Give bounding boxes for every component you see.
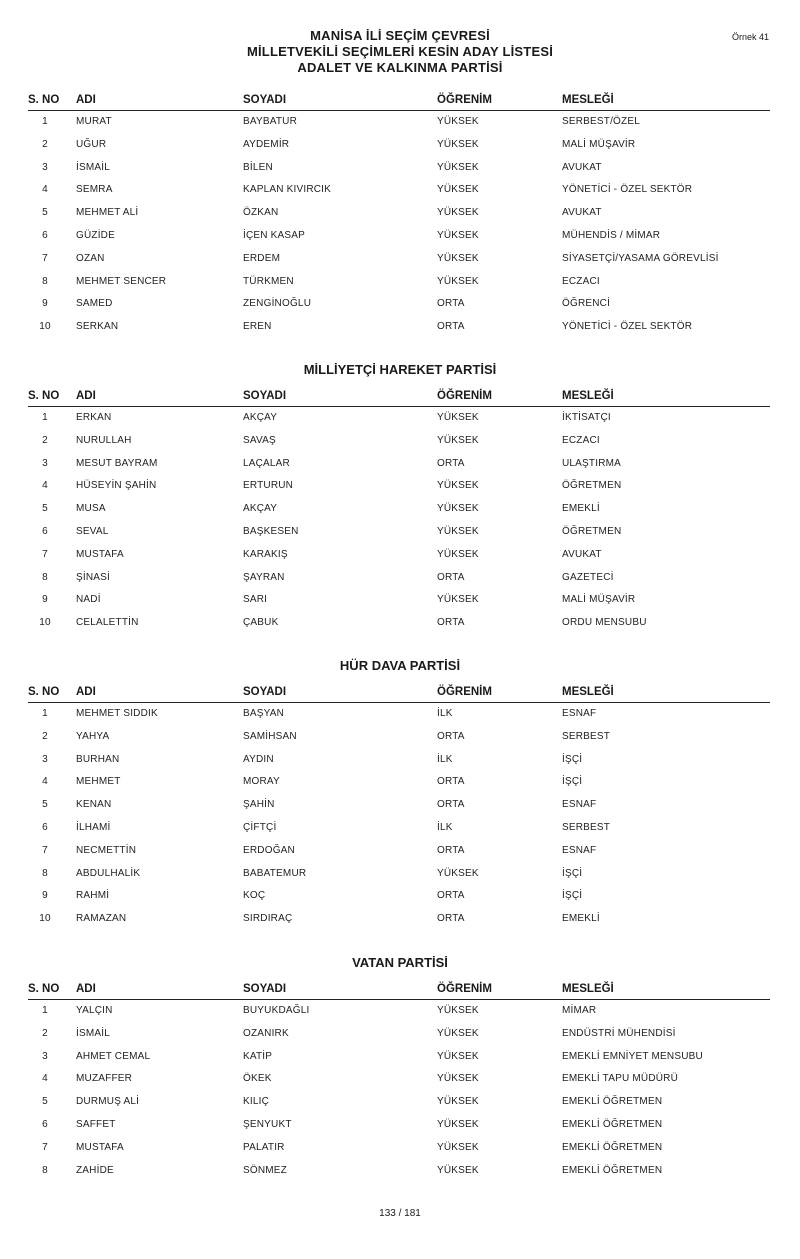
cell-sno: 5 xyxy=(42,207,48,219)
cell-ogrenim: YÜKSEK xyxy=(437,480,479,492)
cell-soyadi: AKÇAY xyxy=(243,412,278,423)
table-row xyxy=(28,321,770,341)
table-row xyxy=(28,1028,770,1048)
cell-ogrenim: YÜKSEK xyxy=(437,548,479,560)
cell-soyadi: AYDEMİR xyxy=(243,138,290,150)
cell-sno: 2 xyxy=(42,138,48,150)
table-row xyxy=(28,1142,770,1162)
cell-sno: 8 xyxy=(42,1164,48,1176)
cell-adi: HÜSEYİN ŞAHİN xyxy=(76,480,157,492)
table-row xyxy=(28,298,770,318)
cell-soyadi: ŞENYUKT xyxy=(243,1119,292,1130)
cell-sno: 8 xyxy=(42,275,48,287)
cell-sno: 5 xyxy=(42,503,48,515)
cell-sno: 1 xyxy=(42,412,48,423)
table-row xyxy=(28,549,770,569)
cell-soyadi: TÜRKMEN xyxy=(243,275,294,287)
cell-meslegi: EMEKLİ EMNİYET MENSUBU xyxy=(562,1050,703,1062)
table-row xyxy=(28,458,770,478)
cell-ogrenim: ORTA xyxy=(437,913,465,925)
header-sno: S. NO xyxy=(28,686,60,698)
cell-ogrenim: İLK xyxy=(437,708,453,719)
cell-sno: 1 xyxy=(42,116,48,127)
cell-ogrenim: YÜKSEK xyxy=(437,1050,479,1062)
cell-ogrenim: YÜKSEK xyxy=(437,138,479,150)
table-row xyxy=(28,822,770,842)
title-line-1: MANİSA İLİ SEÇİM ÇEVRESİ xyxy=(310,28,490,43)
cell-soyadi: BUYUKDAĞLI xyxy=(243,1005,310,1016)
cell-meslegi: EMEKLİ ÖĞRETMEN xyxy=(562,1096,663,1108)
cell-adi: GÜZİDE xyxy=(76,230,115,241)
header-sno: S. NO xyxy=(28,983,60,995)
cell-sno: 6 xyxy=(42,822,48,833)
cell-meslegi: EMEKLİ xyxy=(562,503,600,515)
cell-adi: BURHAN xyxy=(76,753,120,765)
cell-sno: 10 xyxy=(39,913,51,925)
annex-label: Örnek 41 xyxy=(732,32,770,42)
table-row xyxy=(28,1119,770,1139)
cell-ogrenim: ORTA xyxy=(437,844,465,856)
table-row xyxy=(28,594,770,614)
cell-sno: 6 xyxy=(42,230,48,241)
table-row xyxy=(28,845,770,865)
table-row xyxy=(28,572,770,592)
table-row xyxy=(28,435,770,455)
table-row xyxy=(28,1051,770,1071)
cell-soyadi: ZENGİNOĞLU xyxy=(243,298,312,310)
cell-ogrenim: ORTA xyxy=(437,799,465,811)
table-row xyxy=(28,868,770,888)
cell-sno: 3 xyxy=(42,457,48,469)
cell-sno: 10 xyxy=(39,617,51,629)
header-ogrenim: ÖĞRENİM xyxy=(437,94,492,106)
cell-meslegi: ULAŞTIRMA xyxy=(562,457,622,469)
cell-ogrenim: ORTA xyxy=(437,298,465,310)
cell-sno: 3 xyxy=(42,753,48,765)
cell-ogrenim: ORTA xyxy=(437,776,465,788)
cell-adi: MUZAFFER xyxy=(76,1073,133,1085)
cell-ogrenim: ORTA xyxy=(437,617,465,629)
cell-meslegi: ECZACI xyxy=(562,434,600,446)
cell-adi: NURULLAH xyxy=(76,434,132,446)
cell-sno: 7 xyxy=(42,844,48,856)
cell-soyadi: PALATIR xyxy=(243,1141,285,1153)
header-soyadi: SOYADI xyxy=(243,983,287,995)
cell-soyadi: AYDIN xyxy=(243,753,274,765)
cell-soyadi: ERDOĞAN xyxy=(243,844,295,856)
header-adi: ADI xyxy=(76,94,96,106)
cell-meslegi: İKTİSATÇI xyxy=(562,412,611,423)
header-adi: ADI xyxy=(76,983,96,995)
cell-ogrenim: YÜKSEK xyxy=(437,1005,479,1016)
cell-ogrenim: ORTA xyxy=(437,457,465,469)
title-line-2: MİLLETVEKİLİ SEÇİMLERİ KESİN ADAY LİSTESİ xyxy=(246,44,554,59)
cell-ogrenim: YÜKSEK xyxy=(437,1096,479,1108)
cell-meslegi: SERBEST/ÖZEL xyxy=(562,116,640,127)
cell-soyadi: ÖKEK xyxy=(243,1073,272,1085)
table-row xyxy=(28,184,770,204)
party-title: MİLLİYETÇİ HAREKET PARTİSİ xyxy=(303,362,497,377)
table-row xyxy=(28,617,770,637)
cell-meslegi: EMEKLİ ÖĞRETMEN xyxy=(562,1141,663,1153)
cell-adi: DURMUŞ ALİ xyxy=(76,1096,140,1108)
cell-meslegi: İŞÇİ xyxy=(562,867,583,879)
cell-sno: 2 xyxy=(42,1027,48,1039)
cell-meslegi: MÜHENDİS / MİMAR xyxy=(562,230,661,241)
cell-adi: MEHMET SENCER xyxy=(76,275,167,287)
cell-meslegi: EMEKLİ ÖĞRETMEN xyxy=(562,1164,663,1176)
cell-soyadi: EREN xyxy=(243,321,272,333)
cell-adi: AHMET CEMAL xyxy=(76,1050,151,1062)
cell-sno: 1 xyxy=(42,708,48,719)
cell-meslegi: ESNAF xyxy=(562,844,597,856)
cell-soyadi: ÇABUK xyxy=(243,617,279,629)
cell-adi: SAFFET xyxy=(76,1119,116,1130)
cell-ogrenim: ORTA xyxy=(437,890,465,902)
cell-adi: ABDULHALİK xyxy=(76,867,141,879)
cell-soyadi: SAMİHSAN xyxy=(243,730,297,742)
cell-sno: 7 xyxy=(42,548,48,560)
cell-sno: 9 xyxy=(42,890,48,902)
party-title: VATAN PARTİSİ xyxy=(352,955,448,970)
cell-ogrenim: YÜKSEK xyxy=(437,1119,479,1130)
header-soyadi: SOYADI xyxy=(243,390,287,402)
cell-adi: UĞUR xyxy=(76,138,107,150)
document-title xyxy=(0,28,800,76)
cell-ogrenim: YÜKSEK xyxy=(437,116,479,127)
cell-soyadi: KOÇ xyxy=(243,890,266,902)
cell-adi: İSMAİL xyxy=(76,1027,110,1039)
cell-soyadi: KARAKIŞ xyxy=(243,548,288,560)
cell-adi: MEHMET ALİ xyxy=(76,207,139,219)
cell-sno: 2 xyxy=(42,730,48,742)
header-soyadi: SOYADI xyxy=(243,686,287,698)
table-header xyxy=(28,983,770,1000)
party-title: HÜR DAVA PARTİSİ xyxy=(339,658,461,673)
cell-sno: 8 xyxy=(42,867,48,879)
cell-sno: 6 xyxy=(42,526,48,537)
header-sno: S. NO xyxy=(28,390,60,402)
cell-soyadi: LAÇALAR xyxy=(243,457,290,469)
cell-ogrenim: İLK xyxy=(437,822,453,833)
header-ogrenim: ÖĞRENİM xyxy=(437,983,492,995)
table-row xyxy=(28,526,770,546)
table-header xyxy=(28,94,770,111)
cell-adi: KENAN xyxy=(76,799,112,811)
table-row xyxy=(28,754,770,774)
cell-sno: 2 xyxy=(42,434,48,446)
cell-meslegi: ESNAF xyxy=(562,708,597,719)
cell-adi: MESUT BAYRAM xyxy=(76,457,158,469)
header-adi: ADI xyxy=(76,686,96,698)
table-row xyxy=(28,1096,770,1116)
cell-meslegi: İŞÇİ xyxy=(562,776,583,788)
cell-soyadi: İÇEN KASAP xyxy=(243,230,306,241)
cell-ogrenim: YÜKSEK xyxy=(437,594,479,606)
cell-ogrenim: YÜKSEK xyxy=(437,867,479,879)
cell-meslegi: ESNAF xyxy=(562,799,597,811)
table-row xyxy=(28,1165,770,1185)
header-ogrenim: ÖĞRENİM xyxy=(437,686,492,698)
cell-soyadi: MORAY xyxy=(243,776,280,788)
cell-meslegi: MİMAR xyxy=(562,1005,597,1016)
cell-adi: OZAN xyxy=(76,252,105,264)
cell-soyadi: BİLEN xyxy=(243,161,273,173)
header-soyadi: SOYADI xyxy=(243,94,287,106)
cell-sno: 9 xyxy=(42,298,48,310)
cell-meslegi: ÖĞRENCİ xyxy=(562,298,611,310)
table-row xyxy=(28,890,770,910)
cell-sno: 4 xyxy=(42,184,48,196)
cell-meslegi: AVUKAT xyxy=(562,548,602,560)
cell-adi: İSMAİL xyxy=(76,161,110,173)
cell-sno: 4 xyxy=(42,776,48,788)
cell-adi: MEHMET SIDDIK xyxy=(76,708,158,719)
cell-soyadi: BABATEMUR xyxy=(243,867,307,879)
table-row xyxy=(28,799,770,819)
cell-sno: 3 xyxy=(42,1050,48,1062)
cell-meslegi: İŞÇİ xyxy=(562,753,583,765)
cell-meslegi: AVUKAT xyxy=(562,207,602,219)
cell-adi: ŞİNASİ xyxy=(76,571,110,583)
table-row xyxy=(28,207,770,227)
cell-soyadi: OZANIRK xyxy=(243,1027,289,1039)
cell-adi: İLHAMİ xyxy=(76,822,111,833)
cell-sno: 9 xyxy=(42,594,48,606)
cell-ogrenim: YÜKSEK xyxy=(437,184,479,196)
cell-meslegi: YÖNETİCİ - ÖZEL SEKTÖR xyxy=(562,321,693,333)
cell-ogrenim: YÜKSEK xyxy=(437,1073,479,1085)
header-adi: ADI xyxy=(76,390,96,402)
cell-ogrenim: YÜKSEK xyxy=(437,230,479,241)
cell-meslegi: AVUKAT xyxy=(562,161,602,173)
cell-adi: MUSA xyxy=(76,503,106,515)
cell-ogrenim: İLK xyxy=(437,753,453,765)
cell-ogrenim: YÜKSEK xyxy=(437,1141,479,1153)
cell-adi: MUSTAFA xyxy=(76,548,124,560)
cell-adi: MURAT xyxy=(76,116,112,127)
cell-soyadi: BAŞYAN xyxy=(243,708,285,719)
cell-ogrenim: ORTA xyxy=(437,571,465,583)
cell-ogrenim: YÜKSEK xyxy=(437,1164,479,1176)
cell-sno: 5 xyxy=(42,1096,48,1108)
cell-ogrenim: YÜKSEK xyxy=(437,1027,479,1039)
cell-soyadi: ÖZKAN xyxy=(243,207,279,219)
header-meslegi: MESLEĞİ xyxy=(562,390,614,402)
cell-soyadi: AKÇAY xyxy=(243,503,278,515)
cell-adi: RAMAZAN xyxy=(76,913,127,925)
cell-meslegi: SİYASETÇİ/YASAMA GÖREVLİSİ xyxy=(562,252,719,264)
header-ogrenim: ÖĞRENİM xyxy=(437,390,492,402)
cell-ogrenim: YÜKSEK xyxy=(437,207,479,219)
cell-adi: YALÇIN xyxy=(76,1005,113,1016)
table-header xyxy=(28,686,770,703)
cell-adi: NADİ xyxy=(76,594,101,606)
cell-meslegi: ENDÜSTRİ MÜHENDİSİ xyxy=(562,1027,676,1039)
cell-meslegi: ÖĞRETMEN xyxy=(562,526,622,537)
cell-soyadi: SIRDIRAÇ xyxy=(243,913,293,925)
cell-sno: 3 xyxy=(42,161,48,173)
table-row xyxy=(28,276,770,296)
cell-soyadi: SÖNMEZ xyxy=(243,1164,287,1176)
cell-meslegi: ORDU MENSUBU xyxy=(562,617,647,629)
cell-ogrenim: ORTA xyxy=(437,730,465,742)
table-row xyxy=(28,776,770,796)
cell-adi: MUSTAFA xyxy=(76,1141,124,1153)
cell-meslegi: İŞÇİ xyxy=(562,890,583,902)
cell-ogrenim: YÜKSEK xyxy=(437,434,479,446)
cell-soyadi: KATİP xyxy=(243,1050,273,1062)
cell-adi: SAMED xyxy=(76,298,113,310)
cell-ogrenim: YÜKSEK xyxy=(437,503,479,515)
cell-soyadi: SAVAŞ xyxy=(243,434,276,446)
cell-ogrenim: ORTA xyxy=(437,321,465,333)
title-line-3: ADALET VE KALKINMA PARTİSİ xyxy=(297,60,503,75)
cell-meslegi: ÖĞRETMEN xyxy=(562,480,622,492)
table-row xyxy=(28,139,770,159)
table-row xyxy=(28,708,770,728)
cell-sno: 8 xyxy=(42,571,48,583)
cell-sno: 1 xyxy=(42,1005,48,1016)
cell-adi: SEMRA xyxy=(76,184,113,196)
header-meslegi: MESLEĞİ xyxy=(562,94,614,106)
cell-meslegi: MALİ MÜŞAVİR xyxy=(562,138,636,150)
header-sno: S. NO xyxy=(28,94,60,106)
page-number: 133 / 181 xyxy=(379,1208,421,1219)
cell-meslegi: EMEKLİ xyxy=(562,913,600,925)
cell-adi: RAHMİ xyxy=(76,890,110,902)
cell-soyadi: SARI xyxy=(243,594,268,606)
cell-ogrenim: YÜKSEK xyxy=(437,526,479,537)
table-row xyxy=(28,253,770,273)
table-row xyxy=(28,412,770,432)
cell-meslegi: GAZETECİ xyxy=(562,571,614,583)
cell-sno: 5 xyxy=(42,799,48,811)
cell-adi: ERKAN xyxy=(76,412,112,423)
cell-sno: 4 xyxy=(42,480,48,492)
table-row xyxy=(28,116,770,136)
cell-soyadi: ERTURUN xyxy=(243,480,294,492)
table-row xyxy=(28,503,770,523)
cell-soyadi: ERDEM xyxy=(243,252,281,264)
cell-soyadi: BAYBATUR xyxy=(243,116,298,127)
cell-adi: NECMETTİN xyxy=(76,844,137,856)
cell-meslegi: SERBEST xyxy=(562,730,611,742)
cell-soyadi: KAPLAN KIVIRCIK xyxy=(243,184,332,196)
cell-soyadi: ŞAHİN xyxy=(243,799,275,811)
cell-adi: YAHYA xyxy=(76,730,110,742)
cell-meslegi: SERBEST xyxy=(562,822,611,833)
cell-ogrenim: YÜKSEK xyxy=(437,412,479,423)
table-row xyxy=(28,1073,770,1093)
cell-ogrenim: YÜKSEK xyxy=(437,161,479,173)
cell-soyadi: BAŞKESEN xyxy=(243,526,299,537)
cell-sno: 10 xyxy=(39,321,51,333)
cell-soyadi: ŞAYRAN xyxy=(243,571,285,583)
cell-ogrenim: YÜKSEK xyxy=(437,275,479,287)
cell-meslegi: YÖNETİCİ - ÖZEL SEKTÖR xyxy=(562,184,693,196)
table-row xyxy=(28,1005,770,1025)
cell-soyadi: KILIÇ xyxy=(243,1096,270,1108)
header-meslegi: MESLEĞİ xyxy=(562,686,614,698)
cell-adi: CELALETTİN xyxy=(76,617,139,629)
table-row xyxy=(28,731,770,751)
cell-meslegi: ECZACI xyxy=(562,275,600,287)
table-row xyxy=(28,162,770,182)
cell-sno: 7 xyxy=(42,252,48,264)
table-row xyxy=(28,913,770,933)
cell-meslegi: MALİ MÜŞAVİR xyxy=(562,594,636,606)
header-meslegi: MESLEĞİ xyxy=(562,983,614,995)
cell-ogrenim: YÜKSEK xyxy=(437,252,479,264)
cell-adi: SERKAN xyxy=(76,321,119,333)
cell-adi: SEVAL xyxy=(76,526,109,537)
cell-adi: MEHMET xyxy=(76,776,121,788)
cell-meslegi: EMEKLİ TAPU MÜDÜRÜ xyxy=(562,1073,679,1085)
cell-sno: 6 xyxy=(42,1119,48,1130)
cell-meslegi: EMEKLİ ÖĞRETMEN xyxy=(562,1119,663,1130)
cell-adi: ZAHİDE xyxy=(76,1164,114,1176)
table-row xyxy=(28,230,770,250)
cell-sno: 7 xyxy=(42,1141,48,1153)
table-row xyxy=(28,480,770,500)
cell-sno: 4 xyxy=(42,1073,48,1085)
cell-soyadi: ÇİFTÇİ xyxy=(243,822,277,833)
table-header xyxy=(28,390,770,407)
